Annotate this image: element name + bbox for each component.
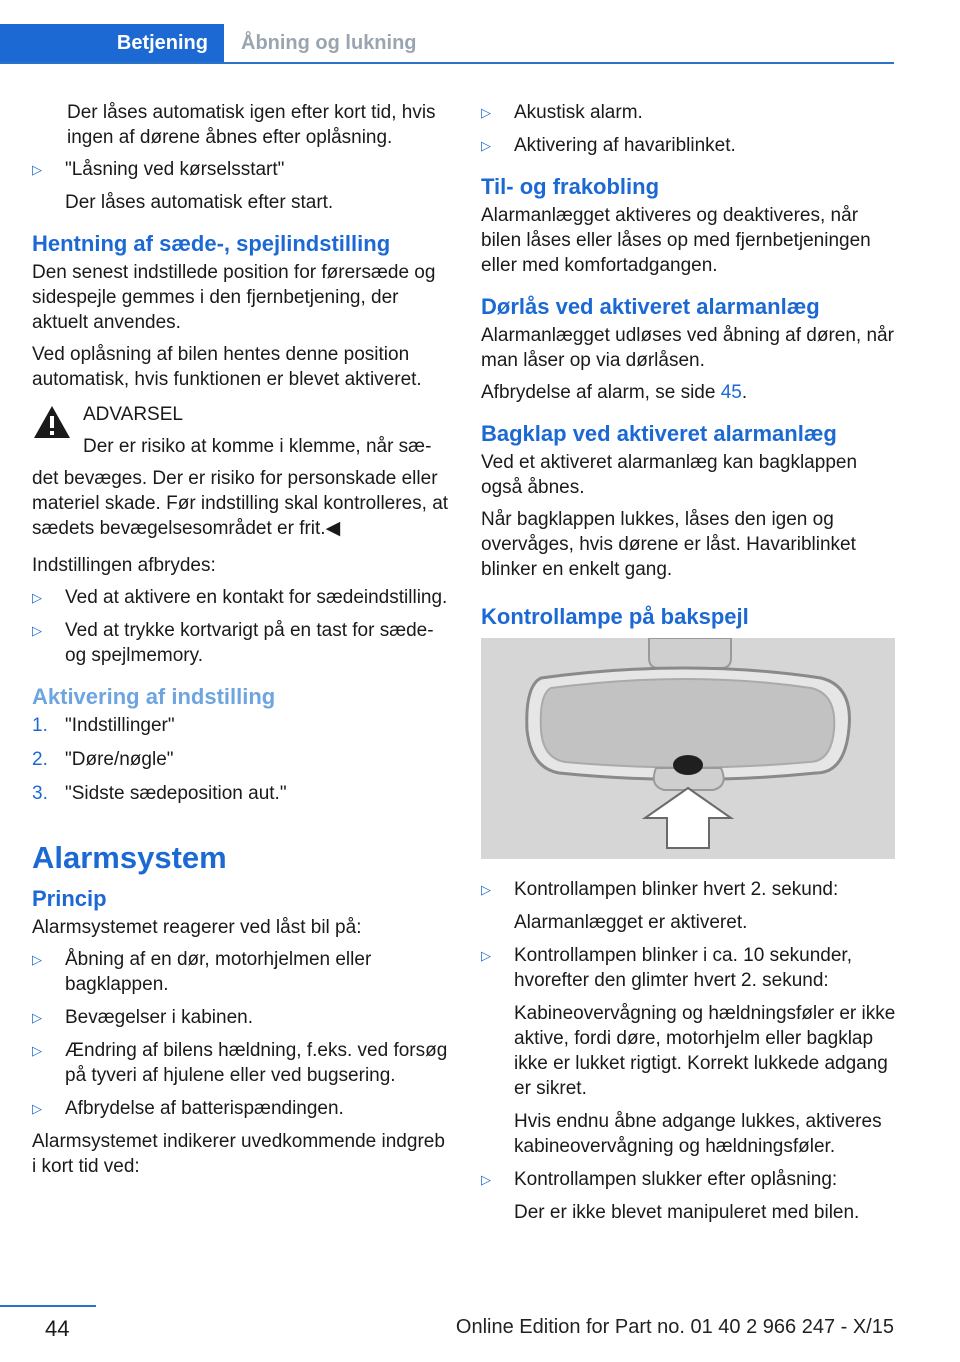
list-item: ▷ Aktivering af havariblinket.	[481, 135, 736, 156]
triangle-right-icon: ▷	[481, 105, 491, 120]
warning-title: ADVARSEL	[83, 404, 183, 425]
triangle-right-icon: ▷	[481, 882, 491, 897]
paragraph: Ved et aktiveret alarmanlæg kan bagklappen også åbnes.	[481, 452, 858, 498]
heading-principle: Princip	[32, 886, 107, 911]
list-item-sub: Hvis endnu åbne adgange lukkes, aktiveres kabineovervågning og hældningsføler.	[514, 1111, 882, 1157]
list-item: ▷ Ved at trykke kortvarigt på en tast for sæde- og spejlmemory.	[32, 620, 434, 666]
right-column	[481, 100, 899, 1233]
warning-triangle-icon	[32, 404, 72, 440]
list-item: ▷ Kontrollampen blinker hvert 2. sekund:	[481, 879, 839, 900]
triangle-right-icon: ▷	[32, 590, 42, 605]
paragraph: Den senest indstillede position for førersæde og sidespejle gemmes i den fjernbetjening, der aktuelt anvendes.	[32, 262, 436, 333]
page-header	[0, 24, 894, 64]
heading-on-off: Til- og frakobling	[481, 174, 660, 199]
heading-control-lamp: Kontrollampe på bakspejl	[481, 604, 749, 629]
list-item: ▷ Afbrydelse af batterispændingen.	[32, 1098, 344, 1119]
list-item: ▷ Bevægelser i kabinen.	[32, 1007, 253, 1028]
list-item-sub: Alarmanlægget er aktiveret.	[514, 912, 748, 933]
triangle-right-icon: ▷	[32, 1043, 42, 1058]
list-item: ▷ Ved at aktivere en kontakt for sædeindstilling.	[32, 587, 448, 608]
paragraph: Alarmsystemet indikerer uvedkommende indgreb i kort tid ved:	[32, 1131, 445, 1177]
step-item: 3. "Sidste sædeposition aut."	[32, 783, 287, 804]
section-tab-active[interactable]: Betjening	[0, 24, 224, 62]
warning-first-line: Der er risiko at komme i klemme, når sæ-	[83, 436, 432, 457]
paragraph: Indstillingen afbrydes:	[32, 555, 216, 576]
triangle-right-icon: ▷	[481, 138, 491, 153]
list-item: ▷ Ændring af bilens hældning, f.eks. ved forsøg på tyveri af hjulene eller ved bugsering.	[32, 1040, 448, 1086]
list-item: ▷ "Låsning ved kørselsstart"	[32, 159, 285, 180]
paragraph: Alarmsystemet reagerer ved låst bil på:	[32, 917, 362, 938]
paragraph: Ved oplåsning af bilen hentes denne position automatisk, hvis funktionen er blevet aktiveret.	[32, 344, 422, 390]
triangle-right-icon: ▷	[481, 948, 491, 963]
paragraph: Alarmanlægget udløses ved åbning af døren, når man låser op via dørlåsen.	[481, 325, 894, 371]
heading-tailgate: Bagklap ved aktiveret alarmanlæg	[481, 421, 837, 446]
intro-text: Der låses automatisk igen efter kort tid, hvis ingen af dørene åbnes efter oplåsning.	[67, 102, 436, 148]
step-item: 1. "Indstillinger"	[32, 715, 175, 736]
list-item: ▷ Kontrollampen slukker efter oplåsning:	[481, 1169, 838, 1190]
triangle-right-icon: ▷	[32, 952, 42, 967]
paragraph: Afbrydelse af alarm, se side 45.	[481, 382, 748, 403]
warning-text: det bevæges. Der er risiko for personskade eller materiel skade. Før indstilling skal kontrolleres, at sædets bevægelsesområdet er frit.◀	[32, 468, 449, 539]
section-tab-inactive[interactable]: Åbning og lukning	[241, 32, 417, 54]
heading-seat-mirror-recall: Hentning af sæde-, spejlindstilling	[32, 231, 391, 256]
paragraph: Når bagklappen lukkes, låses den igen og overvåges, hvis dørene er låst. Havariblinket blinker en enkelt gang.	[481, 509, 856, 580]
rearview-mirror-illustration	[481, 638, 895, 859]
heading-door-lock: Dørlås ved aktiveret alarmanlæg	[481, 294, 820, 319]
list-item-sub: Der er ikke blevet manipuleret med bilen.	[514, 1202, 860, 1223]
triangle-right-icon: ▷	[32, 162, 42, 177]
heading-activation: Aktivering af indstilling	[32, 684, 276, 709]
list-item: ▷ Kontrollampen blinker i ca. 10 sekunder, hvorefter den glimter hvert 2. sekund:	[481, 945, 852, 991]
left-column	[32, 100, 450, 1186]
list-item: ▷ Åbning af en dør, motorhjelmen eller bagklappen.	[32, 949, 372, 995]
edition-note: Online Edition for Part no. 01 40 2 966 247 - X/15	[455, 1316, 894, 1338]
page-link[interactable]: 45	[720, 382, 742, 403]
warning-box	[32, 402, 450, 541]
list-item: ▷ Akustisk alarm.	[481, 102, 643, 123]
triangle-right-icon: ▷	[32, 623, 42, 638]
chapter-title-alarm-system: Alarmsystem	[32, 840, 227, 875]
page-number: 44	[45, 1316, 70, 1341]
triangle-right-icon: ▷	[32, 1010, 42, 1025]
list-item-sub: Der låses automatisk efter start.	[65, 192, 334, 213]
triangle-right-icon: ▷	[32, 1101, 42, 1116]
paragraph: Alarmanlægget aktiveres og deaktiveres, når bilen låses eller låses op med fjernbetjeningen eller med komfortadgangen.	[481, 205, 871, 276]
footer-rule	[0, 1305, 96, 1307]
step-item: 2. "Døre/nøgle"	[32, 749, 174, 770]
list-item-sub: Kabineovervågning og hældningsføler er ikke aktive, fordi døre, motorhjelm eller bagklap ikke er lukket rigtigt. Korrekt lukkede adgang er sikret.	[514, 1003, 896, 1099]
triangle-right-icon: ▷	[481, 1172, 491, 1187]
